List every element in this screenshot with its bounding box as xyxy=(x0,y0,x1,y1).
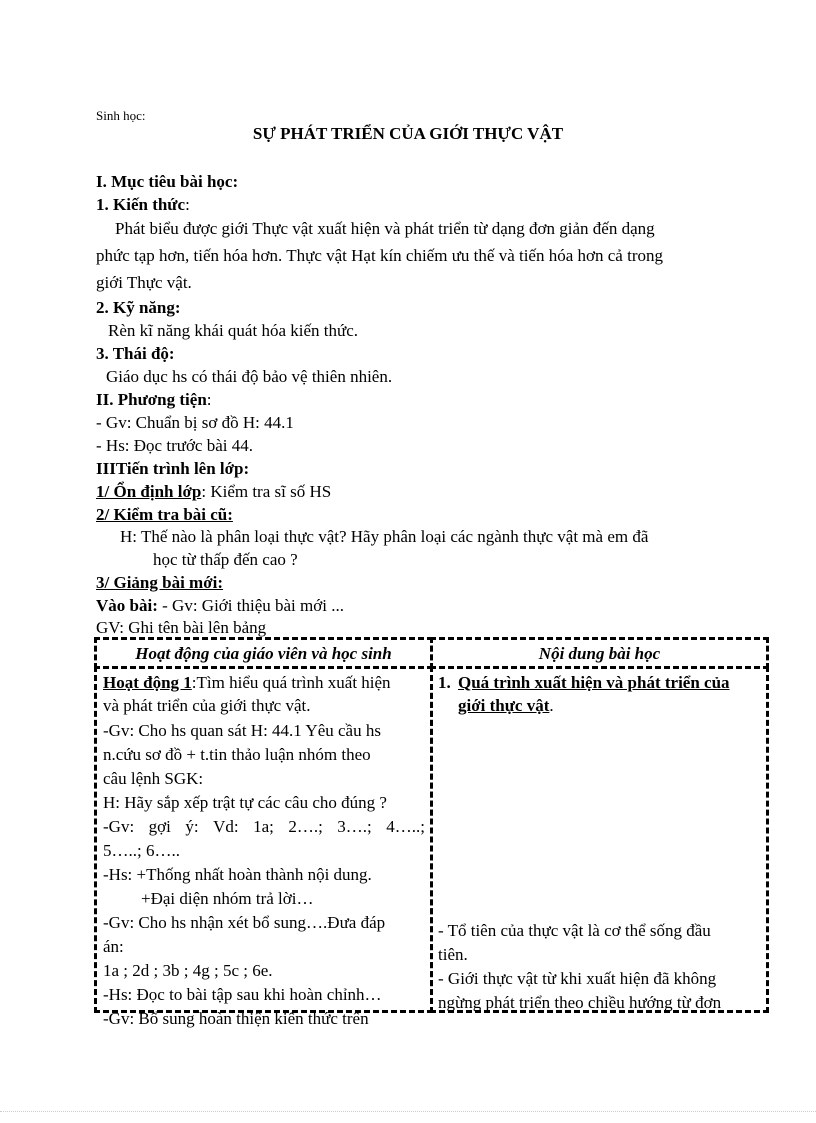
knowledge-paragraph-line: giới Thực vật. xyxy=(96,273,192,292)
activity-1-text: :Tìm hiểu quá trình xuất hiện xyxy=(191,673,391,692)
section-1-1-label: 1. Kiến thức xyxy=(96,195,186,214)
section-2-heading xyxy=(96,390,212,410)
section-2-label: II. Phương tiện xyxy=(96,390,207,409)
content-heading-dot: . xyxy=(549,696,554,715)
activity-line: câu lệnh SGK: xyxy=(103,769,204,788)
content-line: - Giới thực vật từ khi xuất hiện đã không xyxy=(438,969,717,988)
step-1-text: : Kiểm tra sĩ số HS xyxy=(201,482,332,501)
hint-word: 3….; xyxy=(337,817,372,836)
content-line: ngừng phát triển theo chiều hướng từ đơn xyxy=(438,993,722,1012)
hint-word: -Gv: xyxy=(103,817,135,836)
activity-line: +Đại diện nhóm trả lời… xyxy=(141,889,314,908)
content-heading-text: giới thực vật xyxy=(458,696,550,715)
equipment-gv: - Gv: Chuẩn bị sơ đồ H: 44.1 xyxy=(96,413,294,432)
step-2-label: 2/ Kiểm tra bài cũ: xyxy=(96,505,233,524)
equipment-hs: - Hs: Đọc trước bài 44. xyxy=(96,436,254,455)
hint-word: gợi xyxy=(148,817,171,836)
gv-board-line: GV: Ghi tên bài lên bảng xyxy=(96,618,267,637)
knowledge-paragraph-line: phức tạp hơn, tiến hóa hơn. Thực vật Hạt kín chiếm ưu thế và tiến hóa hơn cả trong xyxy=(96,246,663,265)
hint-word: 1a; xyxy=(253,817,274,836)
content-heading-line-1: Quá trình xuất hiện và phát triển của xyxy=(458,673,730,692)
lesson-content xyxy=(438,669,764,1012)
hint-word: 4…..; xyxy=(386,817,425,836)
activity-line: -Gv: Cho hs quan sát H: 44.1 Yêu cầu hs xyxy=(103,721,381,740)
knowledge-paragraph-line: Phát biểu được giới Thực vật xuất hiện và phát triển từ dạng đơn giản đến dạng xyxy=(115,219,655,238)
hint-word: Vd: xyxy=(213,817,239,836)
activity-line: -Hs: Đọc to bài tập sau khi hoàn chỉnh… xyxy=(103,985,382,1004)
activity-line: -Gv: Cho hs nhận xét bổ sung….Đưa đáp xyxy=(103,913,386,932)
content-line: - Tổ tiên của thực vật là cơ thể sống đầu xyxy=(438,921,711,940)
activity-hint-line xyxy=(103,815,425,839)
activity-line: án: xyxy=(103,937,124,956)
activity-line: 5…..; 6….. xyxy=(103,841,180,860)
subject-label: Sinh học: xyxy=(96,108,146,123)
review-question-line: H: Thế nào là phân loại thực vật? Hãy phân loại các ngành thực vật mà em đã xyxy=(120,527,649,546)
table-header-right: Nội dung bài học xyxy=(538,644,661,663)
section-3-heading: IIITiến trình lên lớp: xyxy=(96,459,250,478)
table-header-left: Hoạt động của giáo viên và học sinh xyxy=(135,644,392,663)
activity-1-line xyxy=(103,671,391,695)
activity-1-label: Hoạt động 1 xyxy=(103,673,192,692)
intro-text: - Gv: Giới thiệu bài mới ... xyxy=(157,596,344,615)
activity-line: n.cứu sơ đồ + t.tin thảo luận nhóm theo xyxy=(103,745,371,764)
section-1-1-colon: : xyxy=(185,195,190,214)
review-question-line: học từ thấp đến cao ? xyxy=(153,550,298,569)
content-heading-line-2 xyxy=(458,694,554,718)
section-1-3-heading: 3. Thái độ: xyxy=(96,344,175,363)
content-line: tiên. xyxy=(438,945,468,964)
activity-line: H: Hãy sắp xếp trật tự các câu cho đúng ? xyxy=(103,793,387,812)
step-1-label: 1/ Ổn định lớp xyxy=(96,482,202,501)
page-bottom-separator xyxy=(0,1111,816,1112)
skills-text: Rèn kĩ năng khái quát hóa kiến thức. xyxy=(108,321,358,340)
activity-line: 1a ; 2d ; 3b ; 4g ; 5c ; 6e. xyxy=(103,961,273,980)
page-title: SỰ PHÁT TRIỂN CỦA GIỚI THỰC VẬT xyxy=(252,124,564,143)
activity-line: và phát triển của giới thực vật. xyxy=(103,696,311,715)
section-1-heading: I. Mục tiêu bài học: xyxy=(96,172,239,191)
section-2-colon: : xyxy=(206,390,212,409)
attitude-text: Giáo dục hs có thái độ bảo vệ thiên nhiên. xyxy=(106,367,393,386)
intro-label: Vào bài: xyxy=(96,596,158,615)
section-1-1-heading xyxy=(96,195,190,215)
intro-line xyxy=(96,596,344,616)
section-1-2-heading: 2. Kỹ năng: xyxy=(96,298,181,317)
hint-word: ý: xyxy=(185,817,199,836)
activity-line: -Gv: Bổ sung hoàn thiện kiến thức trên xyxy=(103,1009,369,1028)
teacher-student-activities xyxy=(103,669,427,1028)
step-1 xyxy=(96,482,331,502)
step-3-label: 3/ Giảng bài mới: xyxy=(96,573,224,592)
content-heading-number: 1. xyxy=(438,673,451,692)
hint-word: 2….; xyxy=(288,817,323,836)
activity-line: -Hs: +Thống nhất hoàn thành nội dung. xyxy=(103,865,372,884)
lesson-table xyxy=(94,637,769,1028)
